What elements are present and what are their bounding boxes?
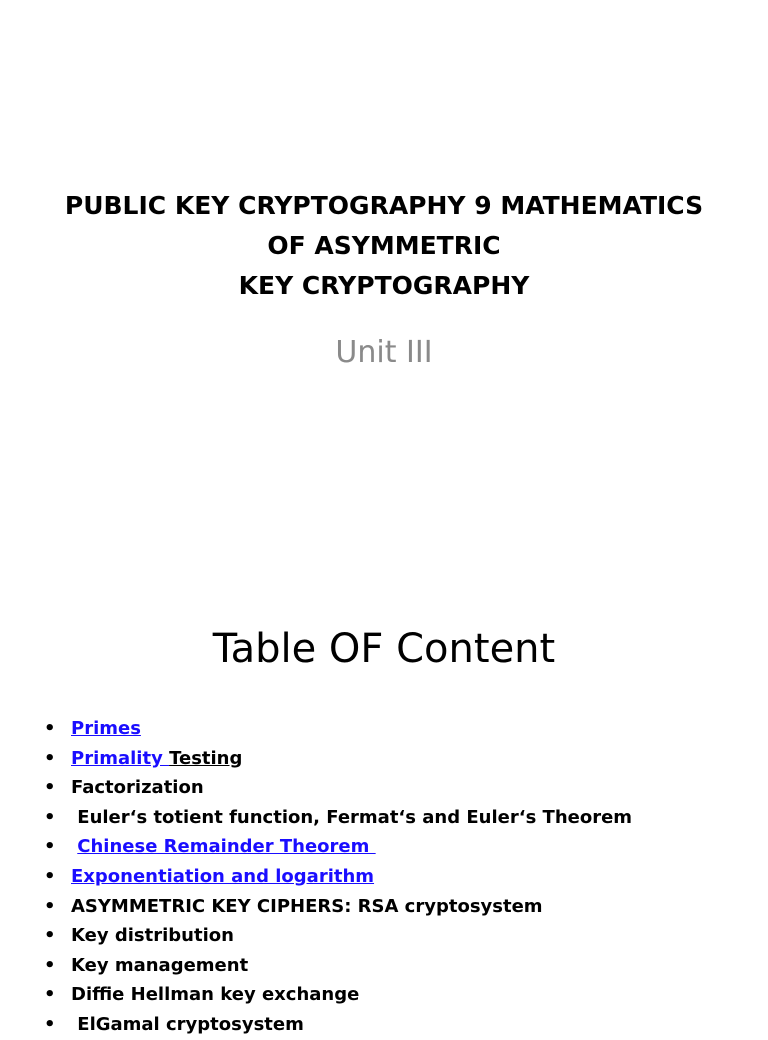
bullet-icon: • (44, 865, 56, 887)
toc-item-key-distribution (40, 921, 740, 951)
toc-text-key-distribution: Key distribution (71, 925, 234, 947)
title-line-2: OF ASYMMETRIC (267, 231, 501, 260)
bullet-icon: • (44, 954, 56, 976)
bullet-icon: • (44, 806, 56, 828)
toc-text-euler-fermat: Euler‘s totient function, Fermat‘s and Euler‘s Theorem (71, 806, 633, 828)
toc-text-elgamal: ElGamal cryptosystem (71, 1013, 304, 1035)
toc-link-primes[interactable]: Primes (71, 718, 141, 739)
toc-item-factorization (40, 773, 740, 803)
toc-item-exponentiation (40, 862, 740, 892)
bullet-icon: • (44, 895, 56, 917)
toc-link-primality[interactable]: Primality (71, 747, 170, 769)
bullet-icon: • (44, 836, 56, 858)
bullet-icon: • (44, 984, 56, 1006)
title-line-1: PUBLIC KEY CRYPTOGRAPHY 9 MATHEMATICS (64, 191, 704, 220)
toc-link-exponentiation[interactable]: Exponentiation and logarithm (71, 865, 375, 887)
toc-text-rsa: ASYMMETRIC KEY CIPHERS: RSA cryptosystem (71, 895, 543, 917)
toc-item-chinese-remainder (40, 832, 740, 862)
bullet-icon: • (44, 718, 56, 739)
toc-text-diffie-hellman: Diffie Hellman key exchange (71, 984, 360, 1006)
toc-item-euler-fermat (40, 803, 740, 833)
toc-list (40, 714, 740, 1040)
table-of-contents-slide (0, 576, 768, 1035)
toc-item-elgamal (40, 1010, 740, 1040)
toc-item-primes (40, 714, 740, 744)
toc-item-primality-testing (40, 744, 740, 774)
toc-link-chinese-remainder[interactable]: Chinese Remainder Theorem (77, 836, 376, 858)
toc-item-diffie-hellman (40, 980, 740, 1010)
toc-text-factorization: Factorization (71, 777, 204, 799)
bullet-icon: • (44, 925, 56, 947)
bullet-icon: • (44, 777, 56, 799)
toc-text-testing: Testing (169, 747, 243, 769)
bullet-icon: • (44, 747, 56, 769)
bullet-icon: • (44, 1013, 56, 1035)
title-line-3: KEY CRYPTOGRAPHY (238, 271, 530, 300)
slide-title (40, 186, 728, 306)
toc-item-key-management (40, 951, 740, 981)
toc-item-rsa (40, 892, 740, 922)
toc-heading: Table OF Content (212, 626, 556, 672)
slide-subtitle: Unit III (335, 335, 433, 370)
toc-text-key-management: Key management (71, 954, 249, 976)
